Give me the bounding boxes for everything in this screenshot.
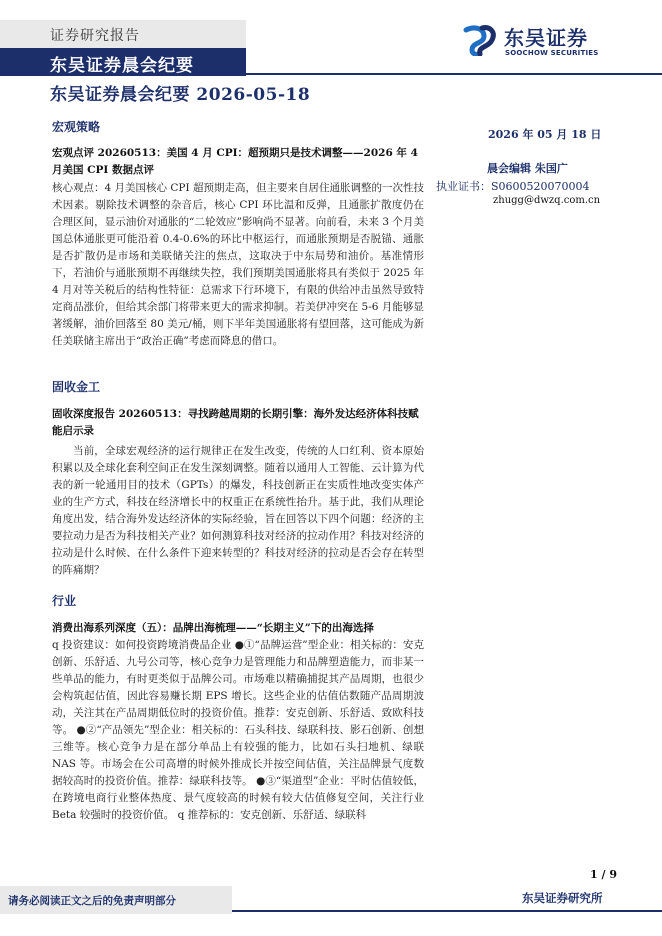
soochow-logo-icon [462,24,500,56]
article-title-macro: 宏观点评 20260513：美国 4 月 CPI：超预期只是技术调整——2026 年 4 月美国 CPI 数据点评 [52,147,418,176]
editor-email[interactable]: zhugg@dwzq.com.cn [493,195,601,206]
report-title: 东吴证券晨会纪要 2026-05-18 [50,85,311,105]
article-body-macro: 核心观点：4 月美国核心 CPI 超预期走高，但主要来自居住通胀调整的一次性技术因素。剔除技术调整的杂音后，核心 CPI 环比温和反弹，且通胀扩散度仍在合理区间，显示油价对通胀的“二轮效应”影响尚不显著。向前看，未来 3 个月美国总体通胀更可能沿着 0.4-0.6%的环比中枢运行，而通胀预期是否脱锚、通胀是否扩散仍是市场和美联储关注的焦点，这取决于中东局势和油价。基准情形下，若油价与通胀预期不再继续失控，我们预期美国通胀将具有类似于 2025 年 4 月对等关税后的结构性特征：总需求下行环境下，有限的供给冲击虽然导致特定商品涨价，但给其余部门将带来更大的需求抑制。若美伊冲突在 5-6 月能够显著缓解，油价回落至 80 美元/桶，则下半年美国通胀将有望回落，这可能成为新任美联储主席出于“政治正确”考虑而降息的借口。 [52,182,424,347]
license-number: 执业证书：S0600520070004 [436,180,590,193]
footer-org-name: 东吴证券研究所 [522,891,603,905]
series-band-label: 东吴证券晨会纪要 [50,56,194,76]
article-title-fixed-income: 固收深度报告 20260513：寻找跨越周期的长期引擎：海外发达经济体科技赋能启示录 [52,408,419,437]
footer-divider [232,910,662,912]
section-heading-fixed-income: 固收金工 [52,380,101,394]
section-heading-macro: 宏观策略 [52,120,101,134]
logo-name-en: SOOCHOW SECURITIES [505,49,599,57]
disclaimer-label: 请务必阅读正文之后的免责声明部分 [8,895,176,907]
series-band [0,48,246,76]
article-title-industry: 消费出海系列深度（五）：品牌出海梳理——“长期主义”下的出海选择 [52,622,374,634]
header-divider [246,73,662,75]
report-type-tag [0,20,246,48]
disclaimer-tag [0,886,232,914]
logo-name-cn: 东吴证券 [504,26,588,50]
article-body-industry: q 投资建议：如何投资跨境消费品企业 ●①“品牌运营”型企业：相关标的：安克创新、乐舒适、九号公司等，核心竞争力是管理能力和品牌塑造能力，而非某一些单品的能力，有时更类似于品牌公司。市场难以精确捕捉其产品周期，也很少会构筑起估值，因此容易赚长期 EPS 增长。这些企业的估值估数随产品周期波动，关注其在产品周期低位时的投资价值。推荐：安克创新、乐舒适、致欧科技等。 ●②“产品领先”型企业：相关标的：石头科技、绿联科技、影石创新、创想三维等。核心竞争力是在部分单品上有较强的能力，比如石头扫地机、绿联 NAS 等。市场会在公司高增的时候外推成长并按空间估值，关注品牌景气度数据较高时的投资价值。推荐：绿联科技等。 ●③“渠道型”企业：平时估值较低，在跨境电商行业整体热度、景气度较高的时候有较大估值修复空间，关注行业 Beta 较强时的投资价值。 q 推荐标的：安克创新、乐舒适、绿联科 [52,639,424,821]
editor-name: 晨会编辑 朱国广 [487,162,568,175]
page-number: 1 / 9 [590,868,617,881]
report-type-label: 证券研究报告 [50,28,140,44]
section-heading-industry: 行业 [52,594,77,608]
report-date: 2026 年 05 月 18 日 [488,128,602,141]
article-body-fixed-income: 当前，全球宏观经济的运行规律正在发生改变，传统的人口红利、资本原始积累以及全球化套利空间正在发生深刻调整。随着以通用人工智能、云计算为代表的新一轮通用目的技术（GPTs）的爆发，科技创新正在实质性地改变实体产业的生产方式，科技在经济增长中的权重正在系统性抬升。基于此，我们从理论角度出发，结合海外发达经济体的实际经验，旨在回答以下四个问题：经济的主要拉动力是否为科技相关产业？如何测算科技对经济的拉动作用？科技对经济的拉动是什么时候、在什么条件下迎来转型的？科技对经济的拉动是否会存在转型的阵痛期？ [52,445,424,576]
